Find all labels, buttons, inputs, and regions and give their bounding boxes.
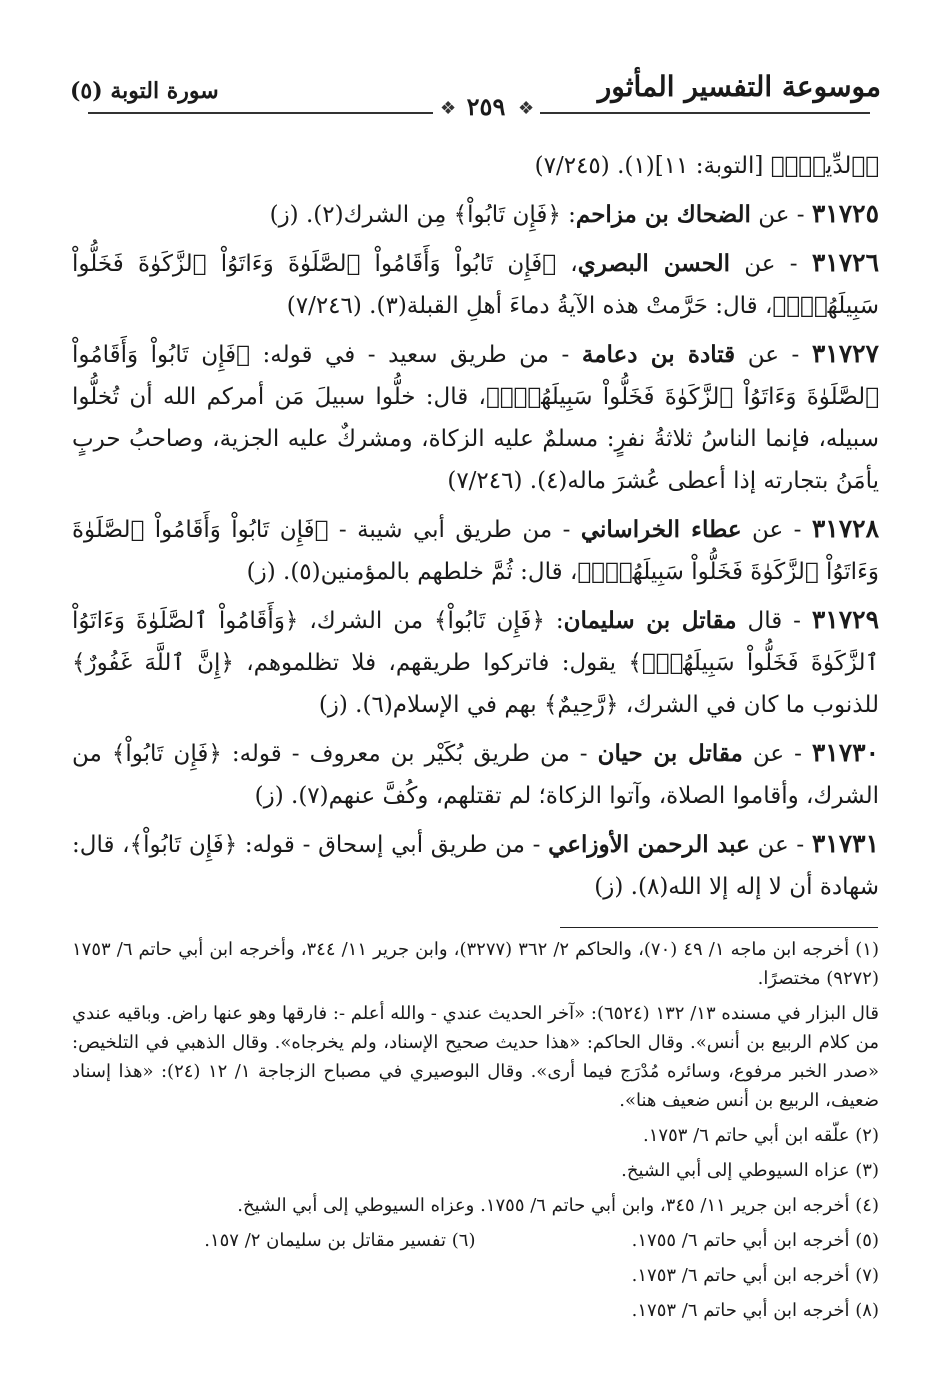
- entry-31728: [72, 508, 879, 593]
- entry-text: - من طريق بُكَيْر بن معروف - قوله: ﴿فَإِن تَابُواْ﴾ من الشرك، وأقاموا الصلاة، وآتوا الزكاة؛ لم تقتلهم، وكُفَّ عنهم(٧). (ز): [72, 741, 879, 809]
- entry-prefix: - عن: [742, 741, 812, 767]
- entry-text: ، ﴿فَإِن تَابُواْ وَأَقَامُواْ ٱلصَّلَوٰةَ وَءَاتَوُاْ ٱلزَّكَوٰةَ فَخَلُّواْ سَبِيلَهُمْۚ﴾، قال: حَرَّمتْ هذه الآيةُ دماءَ أهلِ القبلة(٣). (٧/٢٤٦): [72, 251, 879, 319]
- entry-prefix: - عن: [750, 202, 812, 228]
- entry-text: : ﴿فَإِن تَابُواْ﴾ من الشرك، ﴿وَأَقَامُواْ ٱلصَّلَوٰةَ وَءَاتَوُاْ ٱلزَّكَوٰةَ فَخَلُّواْ سَبِيلَهُمْۚ﴾ يقول: فاتركوا طريقهم، فلا تظلموهم، ﴿إِنَّ ٱللَّهَ غَفُورٌ﴾ للذنوب ما كان في الشرك، ﴿رَّحِيمٌ﴾ بهم في الإسلام(٦). (ز): [72, 608, 879, 718]
- page-number: ٢٥٩: [466, 92, 506, 121]
- entry-number: ٣١٧٣١: [811, 829, 880, 858]
- narrator-name: قتادة بن دعامة: [581, 341, 736, 368]
- ornament-left-icon: ❖: [440, 98, 457, 119]
- entry-prefix: - عن: [735, 342, 812, 368]
- header-rule-left: [88, 112, 433, 114]
- entry-number: ٣١٧٢٦: [811, 248, 880, 277]
- footnote-4: (٤) أخرجه ابن جرير ١١/ ٣٤٥، وابن أبي حاتم ٦/ ١٧٥٥. وعزاه السيوطي إلى أبي الشيخ.: [237, 1195, 879, 1216]
- entry-number: ٣١٧٢٩: [811, 605, 879, 634]
- main-text: [72, 145, 879, 914]
- surah-title: سورة التوبة (٥): [70, 78, 219, 104]
- entry-31731: [72, 823, 879, 908]
- footnote-row-5-6: [72, 1226, 879, 1255]
- entry-prefix: - عن: [729, 251, 812, 277]
- footnote-8: (٨) أخرجه ابن أبي حاتم ٦/ ١٧٥٣.: [631, 1300, 879, 1321]
- footnote-separator: [560, 927, 878, 928]
- entry-prefix: - قال: [736, 608, 812, 634]
- footnote-6: (٦) تفسير مقاتل بن سليمان ٢/ ١٥٧.: [204, 1230, 476, 1251]
- entry-text: - من طريق أبي شيبة - ﴿فَإِن تَابُواْ وَأَقَامُواْ ٱلصَّلَوٰةَ وَءَاتَوُاْ ٱلزَّكَوٰةَ فَخَلُّواْ سَبِيلَهُمْۚ﴾، قال: ثُمَّ خلطهم بالمؤمنين(٥). (ز): [72, 517, 879, 585]
- entry-number: ٣١٧٢٥: [811, 199, 879, 228]
- entry-text: - من طريق سعيد - في قوله: ﴿فَإِن تَابُواْ وَأَقَامُواْ ٱلصَّلَوٰةَ وَءَاتَوُاْ ٱلزَّكَوٰةَ فَخَلُّواْ سَبِيلَهُمْۚ﴾، قال: خلُّوا سبيلَ مَن أمركم الله أن تُخلُّوا سبيله، فإنما الناسُ ثلاثةُ نفرٍ: مسلمٌ عليه الزكاة، ومشركٌ عليه الجزية، وصاحبُ حربٍ يأمَنُ بتجارته إذا أعطى عُشرَ ماله(٤). (٧/٢٤٦): [72, 342, 879, 494]
- footnote-3: (٣) عزاه السيوطي إلى أبي الشيخ.: [621, 1160, 879, 1181]
- narrator-name: الضحاك بن مزاحم: [575, 201, 751, 228]
- narrator-name: عبد الرحمن الأوزاعي: [548, 831, 750, 858]
- entry-31727: [72, 333, 879, 502]
- narrator-name: الحسن البصري: [577, 250, 730, 277]
- ornament-right-icon: ❖: [518, 98, 535, 119]
- book-title: موسوعة التفسير المأثور: [597, 70, 881, 103]
- continuation-text: ﴿ٱلدِّينِۗ﴾ [التوبة: ١١](١). (٧/٢٤٥): [534, 153, 879, 179]
- entry-text: - من طريق أبي إسحاق - قوله: ﴿فَإِن تَابُواْ﴾، قال: شهادة أن لا إله إلا الله(٨). (ز): [72, 832, 879, 900]
- narrator-name: مقاتل بن حيان: [597, 740, 743, 767]
- footnote-1: (١) أخرجه ابن ماجه ١/ ٤٩ (٧٠)، والحاكم ٢/ ٣٦٢ (٣٢٧٧)، وابن جرير ١١/ ٣٤٤، وأخرجه ابن أبي حاتم ٦/ ١٧٥٣ (٩٢٧٢) مختصرًا.: [72, 939, 879, 989]
- entry-31725: [72, 193, 879, 236]
- entry-31729: [72, 599, 879, 726]
- footnotes: [72, 935, 879, 1331]
- entry-31726: [72, 242, 879, 327]
- footnote-2: (٢) علّقه ابن أبي حاتم ٦/ ١٧٥٣.: [643, 1125, 879, 1146]
- footnote-5: (٥) أخرجه ابن أبي حاتم ٦/ ١٧٥٥.: [631, 1230, 879, 1251]
- entry-prefix: - عن: [749, 832, 812, 858]
- entry-prefix: - عن: [741, 517, 812, 543]
- entry-number: ٣١٧٢٧: [811, 339, 879, 368]
- entry-text: : ﴿فَإِن تَابُواْ﴾ مِن الشرك(٢). (ز): [269, 202, 576, 228]
- header-rule-right: [540, 112, 870, 114]
- entry-number: ٣١٧٣٠: [811, 738, 880, 767]
- narrator-name: عطاء الخراساني: [580, 516, 742, 543]
- entry-number: ٣١٧٢٨: [811, 514, 879, 543]
- footnote-7: (٧) أخرجه ابن أبي حاتم ٦/ ١٧٥٣.: [631, 1265, 879, 1286]
- entry-31730: [72, 732, 879, 817]
- paragraph-continuation: [72, 145, 879, 187]
- footnote-1-commentary: قال البزار في مسنده ١٣/ ١٣٢ (٦٥٢٤): «آخر الحديث عندي - والله أعلم -: فارقها وهو عنها راض. وباقيه عندي من كلام الربيع بن أنس». وقال الحاكم: «هذا حديث صحيح الإسناد، ولم يخرجاه». وقال الذهبي في التلخيص: «صدر الخبر مرفوع، وسائره مُدْرَج فيما أرى». وقال البوصيري في مصباح الزجاجة ١/ ١٢ (٢٤): «هذا إسناد ضعيف، الربيع بن أنس ضعيف هنا».: [72, 1003, 880, 1111]
- narrator-name: مقاتل بن سليمان: [563, 607, 737, 634]
